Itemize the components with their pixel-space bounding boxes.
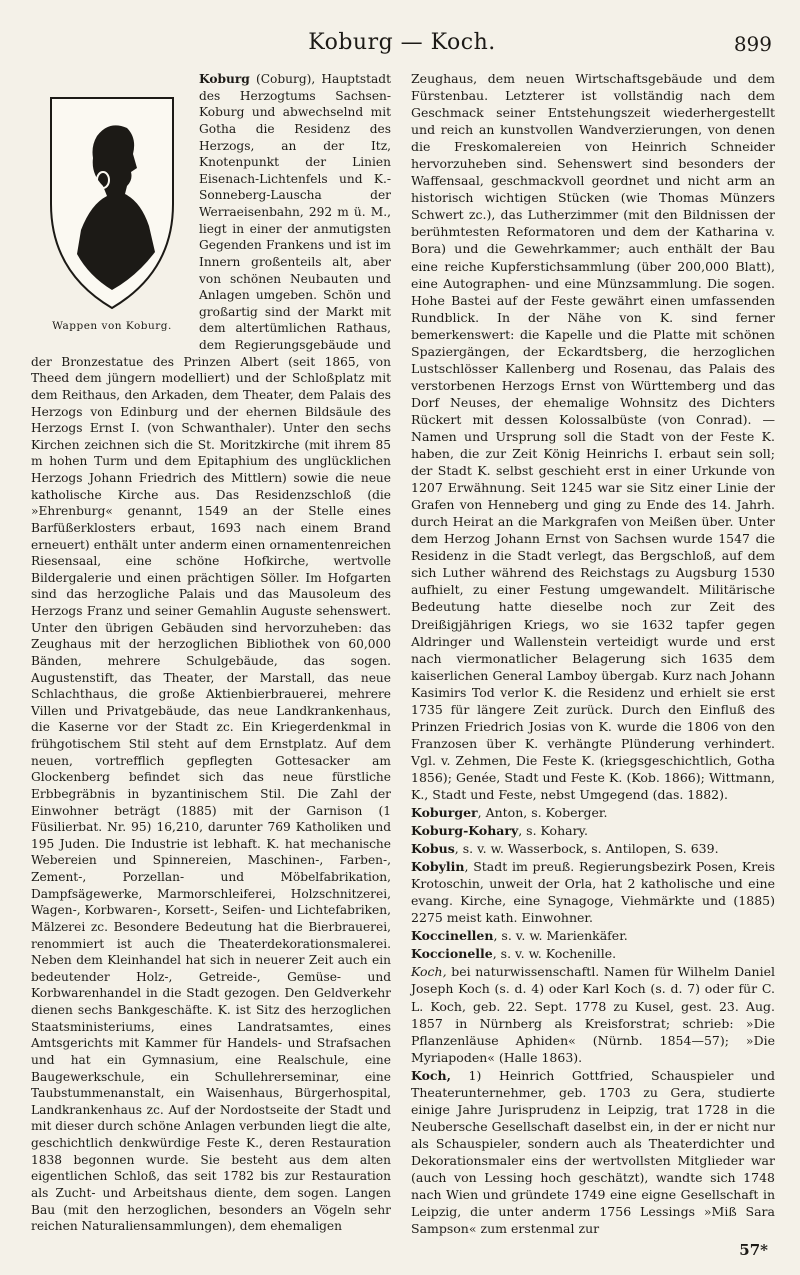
headword: Koccionelle — [411, 946, 493, 962]
entry-koccinellen — [411, 927, 775, 944]
entry-koccionelle — [411, 945, 775, 962]
entry-kobylin — [411, 858, 775, 926]
entry-text: 1) Heinrich Gottfried, Schauspieler und Theaterunternehmer, geb. 1703 zu Gera, studierte einige Jahre Jurisprudenz in Leipzig, trat 1728 in die Neubersche Gesellschaft daselbst ein, in der er nicht nur als Schauspieler, sondern auch als Theaterdichter und Dekorationsmaler eins der wertvollsten Mitglieder war (auch von Lessing hoch geschätzt), wandte sich 1748 nach Wien und gründete 1749 eine eigne Gesellschaft in Leipzig, die unter anderm 1756 Lessings »Miß Sara Sampson« zum erstenmal zur — [411, 1067, 775, 1237]
entry-text: , s. Kohary. — [518, 823, 588, 839]
right-column — [411, 70, 775, 1237]
coat-of-arms-figure — [31, 70, 193, 338]
entry-koburg-kohary — [411, 822, 775, 839]
signature-mark: 57* — [739, 1241, 768, 1259]
entry-text: (Coburg), Hauptstadt des Herzogtums Sachsen-Koburg und abwechselnd mit Gotha die Residenz des Herzogs, an der Itz, Knotenpunkt der Linien Eisenach-Lichtenfels und K.-Sonneberg-Lauscha der Werraeisenbahn, 292 m ü. M., liegt in einer der anmutigsten Gegenden Frankens und ist im Innern großenteils alt, aber von schönen Neubauten und Anlagen umgeben. Schön und großartig sind der Markt mit dem altertümlichen Rathaus, dem Regierungsgebäude und der Bronzestatue des Prinzen Albert (seit 1865, von Theed dem jüngern modelliert) und der Schloßplatz mit dem Reithaus, den Arkaden, dem Theater, dem Palais des Herzogs von Edinburg und der ehernen Bildsäule des Herzogs Ernst I. (von Schwanthaler). Unter den sechs Kirchen zeichnen sich die St. Moritzkirche (mit ihrem 85 m hohen Turm und dem Epitaphium des unglücklichen Herzogs Johann Friedrich des Mittlern) sowie die neue katholische Kirche aus. Das Residenzschloß (die »Ehrenburg« genannt, 1549 an der Stelle eines Barfüßerklosters erbaut, 1693 nach einem Brand erneuert) enthält unter anderm einen ornamentenreichen Riesensaal, eine schöne Hofkirche, wertvolle Bildergalerie und einen prächtigen Söller. Im Hofgarten sind das herzogliche Palais und das Mausoleum des Herzogs Franz und seiner Gemahlin Auguste sehenswert. Unter den übrigen Gebäuden sind hervorzuheben: das Zeughaus mit der herzoglichen Bibliothek von 60,000 Bänden, mehrere Schulgebäude, das sogen. Augustenstift, das Theater, der Marstall, das neue Schlachthaus, die große Aktienbierbrauerei, mehrere Villen und Privatgebäude, das neue Landkrankenhaus, die Kaserne vor der Stadt zc. Ein Kriegerdenkmal in frühgotischem Stil steht auf dem Ernstplatz. Auf dem neuen, vortrefflich gepflegten Gottesacker am Glockenberg befindet sich das neue fürstliche Erbbegräbnis in byzantinischem Stil. Die Zahl der Einwohner beträgt (1885) mit der Garnison (1 Füsilierbat. Nr. 95) 16,210, darunter 769 Katholiken und 195 Juden. Die Industrie ist lebhaft. K. hat mechanische Webereien und Spinnereien, Maschinen-, Farben-, Zement-, Porzellan- und Möbelfabrikation, Dampfsägewerke, Marmorschleiferei, Holzschnitzerei, Wagen-, Korbwaren-, Korsett-, Seifen- und Lichtefabriken, Mälzerei zc. Besondere Bedeutung hat die Bierbrauerei, renommiert ist auch die Theaterdekorationsmalerei. Neben dem Kleinhandel hat sich in neuerer Zeit auch ein bedeutender Holz-, Getreide-, Gemüse- und Korbwarenhandel in die Stadt gezogen. Den Geldverkehr dienen sechs Bankgeschäfte. K. ist Sitz des herzoglichen Staatsministeriums, eines Landratsamtes, eines Amtsgerichts mit Kammer für Handels- und Strafsachen und hat ein Gymnasium, eine Realschule, eine Baugewerkschule, ein Schullehrerseminar, eine Taubstummenanstalt, ein Waisenhaus, Bürgerhospital, Landkrankenhaus zc. Auf der Nordostseite der Stadt und mit dieser durch schöne Anlagen verbunden liegt die alte, geschichtlich denkwürdige Feste K., deren Restauration 1838 begonnen wurde. Sie besteht aus dem alten eigentlichen Schloß, das seit 1782 bis zur Restauration als Zucht- und Arbeitshaus diente, dem sogen. Langen Bau (mit den herzoglichen, besonders an Vögeln sehr reichen Naturaliensammlungen), dem ehemaligen — [31, 72, 391, 1234]
left-column — [31, 70, 391, 1235]
page-number: 899 — [733, 32, 772, 56]
entry-text: , Stadt im preuß. Regierungsbezirk Posen, Kreis Krotoschin, unweit der Orla, hat 2 katholische und eine evang. Kirche, eine Synagoge, Viehmärkte und (1885) 2275 meist kath. Einwohner. — [411, 859, 775, 926]
coat-of-arms-image — [37, 76, 187, 314]
entry-koburger — [411, 804, 775, 821]
headword: Koburger — [411, 805, 478, 821]
headword: Koburg — [199, 72, 250, 86]
entry-text: , s. v. w. Kochenille. — [492, 946, 617, 962]
headword: Koburg-Kohary — [411, 823, 519, 839]
entry-koch-naturalist — [411, 963, 775, 1065]
entry-text: , s. v. w. Wasserbock, s. Antilopen, S. 639. — [454, 841, 719, 857]
page-header — [32, 30, 772, 60]
entry-koburg-continued: Zeughaus, dem neuen Wirtschaftsgebäude und dem Fürstenbau. Letzterer ist vollständig nach dem Geschmack seiner Entstehungszeit wiederhergestellt und reich an kunstvollen Wandverzierungen, von denen die Freskomalereien von Heinrich Schneider hervorzuheben sind. Sehenswert sind besonders der Waffensaal, geschmackvoll geordnet und nicht arm an historisch wichtigen Stücken (wie Thomas Münzers Schwert zc.), das Lutherzimmer (mit den Bildnissen der berühmtesten Reformatoren und dem der Katharina v. Bora) und die Gewehrkammer; auch enthält der Bau eine reiche Kupferstichsammlung (über 200,000 Blatt), eine Autographen- und eine Münzsammlung. Die sogen. Hohe Bastei auf der Feste gewährt einen umfassenden Rundblick. In der Nähe von K. sind ferner bemerkenswert: die Kapelle und die Platte mit schönen Spaziergängen, der Eckardtsberg, die herzoglichen Lustschlösser Kallenberg und Rosenau, das Palais des verstorbenen Herzogs Ernst von Württemberg und das Dorf Neuses, der ehemalige Wohnsitz des Dichters Rückert mit dessen Kolossalbüste (von Conrad). — Namen und Ursprung soll die Stadt von der Feste K. haben, die zur Zeit König Heinrichs I. erbaut sein soll; der Stadt K. selbst geschieht erst in einer Urkunde von 1207 Erwähnung. Seit 1245 war sie Sitz einer Linie der Grafen von Henneberg und ging zu Ende des 14. Jahrh. durch Heirat an die Markgrafen von Meißen über. Unter dem Herzog Johann Ernst von Sachsen wurde 1547 die Residenz in die Stadt verlegt, das Bergschloß, auf dem sich Luther während des Reichstags zu Augsburg 1530 aufhielt, zu einer Festung umgewandelt. Militärische Bedeutung hatte dieselbe noch zur Zeit des Dreißigjährigen Kriegs, wo sie 1632 tapfer gegen Aldringer und Wallenstein verteidigt wurde und erst nach viermonatlicher Belagerung sich 1635 dem kaiserlichen General Lamboy übergab. Kurz nach Johann Kasimirs Tod verlor K. die Residenz und erhielt sie erst 1735 für längere Zeit zurück. Durch den Einfluß des Prinzen Friedrich Josias von K. wurde die 1806 von den Franzosen über K. verhängte Plünderung verhindert. Vgl. v. Zehmen, Die Feste K. (kriegsgeschichtlich, Gotha 1856); Genée, Stadt und Feste K. (Kob. 1866); Wittmann, K., Stadt und Feste, nebst Umgegend (das. 1882). — [411, 71, 775, 802]
headword: Koch, — [411, 1067, 451, 1083]
headword: Kobylin — [411, 859, 465, 875]
entry-text: , s. v. w. Marienkäfer. — [493, 928, 628, 944]
entry-kobus — [411, 840, 775, 857]
entry-text: , Anton, s. Koberger. — [477, 805, 608, 821]
headword: Kobus — [411, 841, 455, 857]
running-title: Koburg — Koch. — [308, 30, 496, 55]
entry-koch-1 — [411, 1067, 775, 1237]
entry-text: bei naturwissenschaftl. Namen für Wilhelm Daniel Joseph Koch (s. d. 4) oder Karl Koch (s. d. 7) oder für C. L. Koch, geb. 22. Sept. 1778 zu Kusel, gest. 23. Aug. 1857 in Nürnberg als Kreisforstrat; schrieb: »Die Pflanzenläuse Aphiden« (Nürnb. 1854—57); »Die Myriapoden« (Halle 1863). — [411, 964, 775, 1065]
headword: Koch, — [411, 964, 447, 980]
headword: Koccinellen — [411, 928, 494, 944]
coat-of-arms-caption: Wappen von Koburg. — [52, 320, 172, 332]
